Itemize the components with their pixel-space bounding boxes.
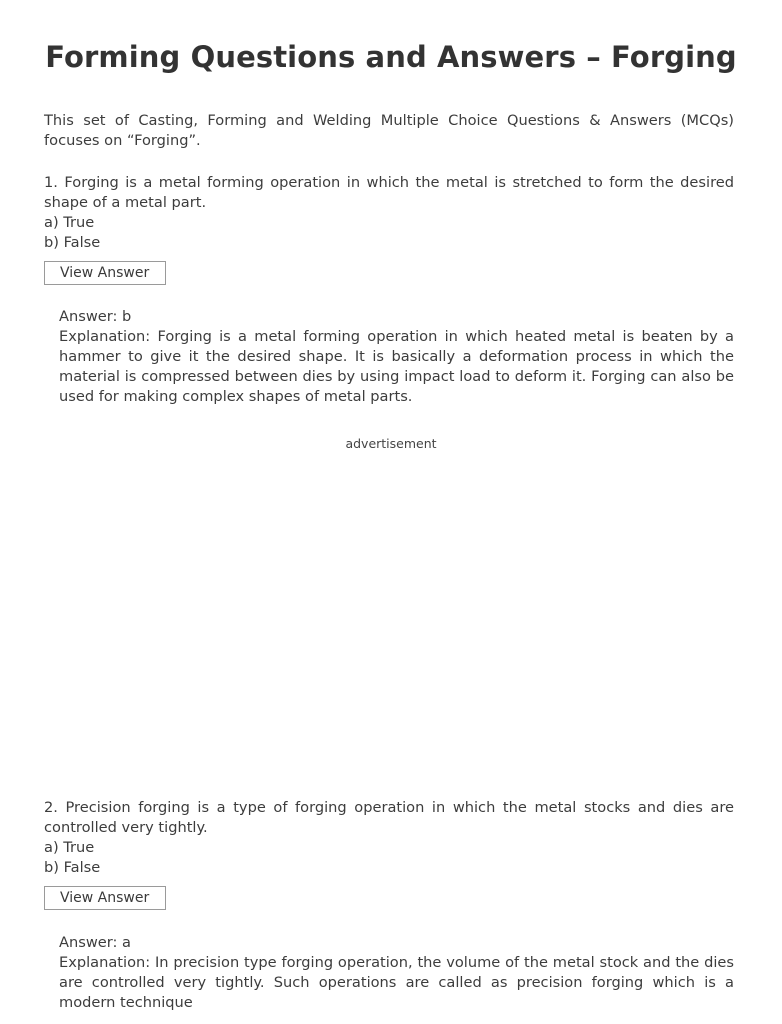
question-1-option-a: a) True: [44, 214, 95, 231]
advertisement-label: advertisement: [345, 436, 437, 451]
answer-1: [59, 307, 734, 407]
question-2-option-a: a) True: [44, 839, 95, 856]
view-answer-button-2[interactable]: View Answer: [44, 886, 166, 910]
answer-1-label: Answer: b: [59, 308, 132, 325]
question-1-text: 1. Forging is a metal forming operation in which the metal is stretched to form the desired shape of a metal part.: [44, 174, 734, 211]
answer-1-explanation: Explanation: Forging is a metal forming operation in which heated metal is beaten by a hammer to give it the desired shape. It is basically a deformation process in which the material is compressed between dies by using impact load to deform it. Forging can also be used for making complex shapes of metal parts.: [59, 328, 734, 405]
page-title: Forming Questions and Answers – Forging: [45, 40, 737, 74]
question-2-text: 2. Precision forging is a type of forging operation in which the metal stocks and dies are controlled very tightly.: [44, 799, 734, 836]
question-2-option-b: b) False: [44, 859, 101, 876]
question-2: [44, 798, 734, 878]
answer-2-label: Answer: a: [59, 934, 131, 951]
answer-2-explanation: Explanation: In precision type forging operation, the volume of the metal stock and the dies are controlled very tightly. Such operations are called as precision forging which is a modern technique: [59, 954, 734, 1011]
question-1-option-b: b) False: [44, 234, 101, 251]
intro-paragraph: [44, 111, 734, 151]
advertisement-slot: [44, 460, 734, 780]
intro-text: This set of Casting, Forming and Welding Multiple Choice Questions & Answers (MCQs) focuses on “Forging”.: [44, 112, 734, 149]
view-answer-button-1[interactable]: View Answer: [44, 261, 166, 285]
question-1: [44, 173, 734, 253]
answer-2: [59, 933, 734, 1011]
